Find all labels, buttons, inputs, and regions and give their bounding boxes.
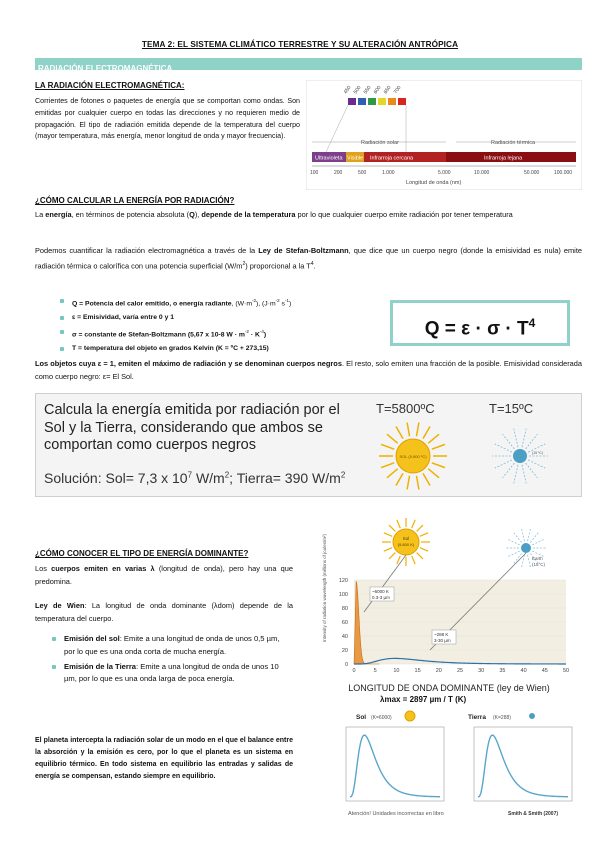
tierra-label: Tierra: [468, 714, 486, 721]
solar-radiation-label: Radiación solar: [361, 140, 399, 146]
svg-text:1.000: 1.000: [382, 170, 395, 176]
svg-text:100.000: 100.000: [554, 170, 573, 176]
exercise-title: Calcula la energía emitida por radiación por el Sol y la Tierra, considerando que ambos se comportan como cuerpos negros: [44, 402, 340, 453]
ray: [514, 465, 518, 484]
equilibrium-paragraph: El planeta intercepta la radiación solar de un modo en el que el balance entre la absorción y la emisión es cero, por lo que el planeta es un sistema en equilibrio térmico. En todo sistema en equilibrio las entradas y salidas de energía se compensan, estando siempre en equilibrio.: [35, 737, 293, 780]
svg-text:5.000: 5.000: [438, 170, 451, 176]
box1: ~6000 K: [372, 589, 389, 594]
ray: [526, 434, 538, 449]
tick-600: 600: [372, 84, 383, 96]
ray: [528, 460, 545, 468]
svg-text:100: 100: [310, 170, 319, 176]
tick-500: 500: [352, 84, 363, 96]
heading-radiation: LA RADIACIÓN ELECTROMAGNÉTICA:: [35, 81, 185, 90]
ray: [503, 434, 515, 449]
ray: [495, 444, 512, 452]
tick-550: 550: [362, 84, 373, 96]
sun-icon: [376, 418, 451, 493]
sol-label: Sol: [356, 714, 367, 721]
spectrum-xlabel: Longitud de onda (nm): [406, 180, 462, 186]
list-item: Emisión del sol: Emite a una longitud de onda de unos 0,5 µm, por lo que es una onda corta de mucha energía.: [52, 633, 292, 659]
ray: [416, 423, 418, 437]
wien-sun-label: Sol: [402, 536, 410, 541]
ray: [514, 429, 518, 448]
x-tick-label: 0: [352, 668, 356, 674]
ray: [522, 465, 526, 484]
tick-700: 700: [392, 84, 403, 96]
x-tick-label: 35: [499, 668, 506, 674]
x-tick-label: 20: [435, 668, 442, 674]
exercise-box: [35, 393, 582, 497]
energy-paragraph: La energía, en términos de potencia absoluta (Q), depende de la temperatura por lo que cualquier cuerpo emite radiación por tener temperatura: [35, 210, 513, 219]
ray: [407, 476, 409, 490]
band-far-ir-label: Infrarroja lejana: [484, 155, 523, 162]
earth-icon: [484, 418, 559, 493]
y-tick-label: 20: [341, 648, 348, 654]
wien-formula: λmax = 2897 µm / T (K): [380, 695, 467, 704]
sun-temperature: T=5800ºC: [376, 401, 435, 416]
page-title: TEMA 2: EL SISTEMA CLIMÁTICO TERRESTRE Y SU ALTERACIÓN ANTRÓPICA: [141, 40, 459, 49]
stefan-paragraph: Podemos cuantificar la radiación electromagnética a través de la Ley de Stefan-Boltzmann, que dice que un cuerpo negro (donde la emisividad es nula) emite radiación térmica o calorífica con una potencia superficial $(W/m^2)$ proporcional a la $T^4$.: [35, 246, 582, 271]
ray: [522, 429, 526, 448]
svg-text:200: 200: [334, 170, 343, 176]
list-item: Emisión de la Tierra: Emite a una longitud de onda de unos 10 µm, por lo que es una onda larga de poca energía.: [52, 661, 292, 687]
exercise-solution: Solución: Sol= 7,3 x $10^7$ $W/m^2$; Tierra= 390 $W/m^2$: [44, 470, 346, 486]
band-uv-label: Ultravioleta: [315, 155, 343, 162]
ray: [396, 427, 403, 439]
band-near-ir-label: Infrarroja cercana: [370, 155, 414, 162]
ray: [381, 463, 394, 468]
svg-text:10.000: 10.000: [474, 170, 490, 176]
wien-chart: [310, 512, 582, 680]
earth-temperature: T=15ºC: [489, 401, 534, 416]
ray: [423, 427, 430, 439]
svg-text:500: 500: [358, 170, 367, 176]
ray: [387, 434, 398, 443]
small-curves-figure: [318, 705, 582, 820]
ray: [432, 463, 445, 468]
thermal-radiation-label: Radiación térmica: [491, 140, 536, 146]
ray: [416, 476, 418, 490]
svg-text:50.000: 50.000: [524, 170, 540, 176]
x-tick-label: 30: [478, 668, 485, 674]
x-tick-label: 45: [541, 668, 548, 674]
small-footer-2: Smith & Smith (2007): [508, 811, 559, 817]
x-tick-label: 15: [414, 668, 421, 674]
y-tick-label: 80: [341, 606, 348, 612]
box1b: 0.3-3 µm: [372, 595, 390, 600]
wien-ylabel: Intensity of radiation wavelength (millions of joules/m²): [322, 533, 327, 642]
wien-paragraph: Ley de Wien: La longitud de onda dominante (λdom) depende de la temperatura del cuerpo.: [35, 601, 294, 623]
y-tick-label: 40: [341, 634, 348, 640]
sol-plot: [346, 727, 444, 801]
heading-dominant: ¿CÓMO CONOCER EL TIPO DE ENERGÍA DOMINANTE?: [35, 549, 249, 558]
ray: [407, 423, 409, 437]
radiation-text: Corrientes de fotones o paquetes de energía que se comportan como ondas. Son emitidas por cualquier cuerpo en todas las direcciones y no requieren medio de propagación. El tipo de radiación emitida depende de la temperatura del cuerpo (mayor temperatura, más energía, menor longitud de onda y mayor frecuencia).: [35, 97, 300, 141]
box2: ~288 K: [434, 632, 449, 637]
wave-paragraph: Los cuerpos emiten en varias λ (longitud de onda), pero hay una que predomina.: [35, 564, 293, 586]
tick-450: 450: [342, 84, 353, 96]
wien-caption: LONGITUD DE ONDA DOMINANTE (ley de Wien): [348, 683, 550, 693]
list-item: ε = Emisividad, varía entre 0 y 1: [60, 311, 390, 325]
band-visible-label: Visible: [347, 155, 364, 162]
earth-glyph: [521, 543, 531, 553]
wien-earth-label: Earth: [532, 556, 543, 561]
x-tick-label: 40: [520, 668, 527, 674]
tierra-plot: [474, 727, 572, 801]
sol-k: (K=6000): [371, 715, 392, 721]
heading-calc: ¿CÓMO CALCULAR LA ENERGÍA POR RADIACIÓN?: [35, 196, 235, 205]
stefan-boltzmann-formula: $Q = \varepsilon \cdot \sigma \cdot T^4$: [390, 300, 570, 346]
small-footer: Atención! Unidades incorrectas en libro: [348, 811, 444, 817]
x-tick-label: 25: [456, 668, 464, 674]
ray: [503, 463, 515, 478]
svg-text:(15 ºC): (15 ºC): [532, 451, 544, 455]
ray: [387, 469, 398, 478]
ray: [432, 444, 445, 449]
y-tick-label: 0: [344, 662, 348, 668]
box2b: 3-30 µm: [434, 638, 451, 643]
ray: [381, 444, 394, 449]
list-item: T = temperatura del objeto en grados Kelvin (K = ºC + 273,15): [60, 342, 390, 356]
tierra-k: (K=288): [493, 715, 511, 721]
x-tick-label: 10: [393, 668, 400, 674]
wien-earth-c: (15°C): [532, 562, 546, 567]
black-body-paragraph: Los objetos cuya ε = 1, emiten el máximo de radiación y se denominan cuerpos negros. El resto, solo emiten una fracción de la posible. Emisividad considerada como cuerpo negro: ε= El Sol.: [35, 359, 583, 381]
y-tick-label: 100: [338, 592, 348, 598]
section-label: RADIACIÓN ELECTROMAGNÉTICA: [38, 64, 173, 73]
spectrum-figure: [306, 80, 582, 190]
tick-650: 650: [382, 84, 393, 96]
ray: [526, 463, 538, 478]
ray: [423, 473, 430, 485]
y-tick-label: 60: [341, 620, 348, 626]
list-item: Q = Potencia del calor emitido, o energía radiante, $(W\cdot m^{-2})$, ($J\cdot m^{-2}$ $s^{-1}$): [60, 294, 390, 311]
wien-sun-k: (5.800 K): [397, 542, 415, 547]
section-bar: [35, 58, 582, 73]
formula-variables-list: [60, 294, 390, 356]
ray: [428, 469, 439, 478]
x-tick-label: 5: [373, 668, 377, 674]
emission-list: [52, 633, 292, 688]
ray: [495, 460, 512, 468]
list-item: σ = constante de Stefan-Boltzmann (5,67 x 10-8 $W \cdot m^{-2} \cdot K^{-4}$): [60, 325, 390, 342]
ray: [396, 473, 403, 485]
ray: [428, 434, 439, 443]
y-tick-label: 120: [338, 578, 348, 584]
svg-text:SOL (5.800 ºC): SOL (5.800 ºC): [399, 454, 427, 459]
x-tick-label: 50: [562, 668, 570, 674]
